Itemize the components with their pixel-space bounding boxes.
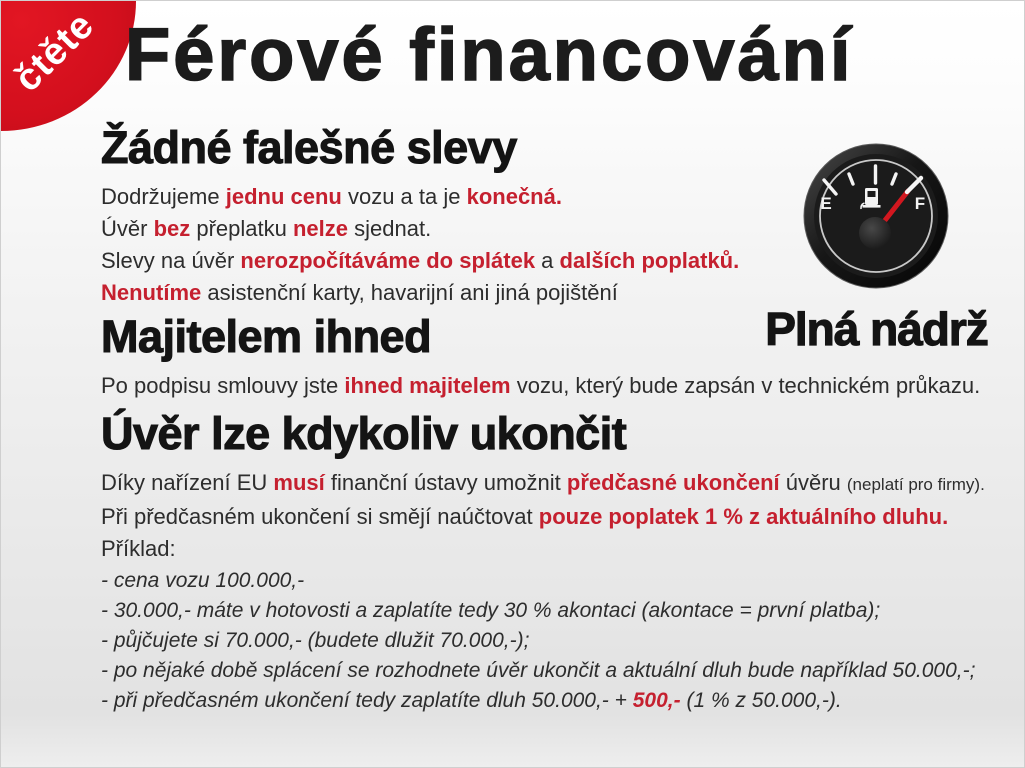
text-segment: (1 % z 50.000,-). xyxy=(680,689,842,712)
text-segment: Úvěr xyxy=(101,216,154,241)
example-item xyxy=(101,660,985,681)
example-item xyxy=(101,570,985,591)
example-item xyxy=(101,630,985,651)
highlight-text: nerozpočítáváme do splátek xyxy=(240,248,536,273)
highlight-text: ihned majitelem xyxy=(344,373,511,398)
ctete-badge xyxy=(1,1,136,131)
text-line xyxy=(101,250,739,272)
highlight-text: předčasné ukončení xyxy=(566,470,780,495)
text-line xyxy=(101,375,980,397)
text-line xyxy=(101,186,739,208)
text-line xyxy=(101,506,985,528)
fine-print: (neplatí pro firmy). xyxy=(846,475,985,494)
highlight-text: konečná. xyxy=(466,184,562,209)
text-segment: úvěru xyxy=(779,470,847,495)
section-heading: Žádné falešné slevy xyxy=(101,122,517,173)
text-segment: Slevy na úvěr xyxy=(101,248,241,273)
text-segment: - půjčujete si 70.000,- (budete dlužit 70.000,-); xyxy=(101,629,530,652)
gauge-hub xyxy=(859,217,891,249)
highlight-text: pouze poplatek 1 % z aktuálního dluhu. xyxy=(538,504,949,529)
highlight-text: nelze xyxy=(292,216,349,241)
text-segment: vozu a ta je xyxy=(341,184,467,209)
gauge-label-full: F xyxy=(914,194,926,213)
text-segment: - po nějaké době splácení se rozhodnete úvěr ukončit a aktuální dluh bude například 50.000,-; xyxy=(101,659,976,682)
text-segment: přeplatku xyxy=(190,216,293,241)
text-line xyxy=(101,472,985,496)
text-line xyxy=(101,218,739,240)
section-heading: Úvěr lze kdykoliv ukončit xyxy=(101,408,627,459)
section-no-fake-discounts xyxy=(101,122,740,314)
text-segment: Při předčasném ukončení si smějí naúčtovat xyxy=(101,504,539,529)
text-segment: - cena vozu 100.000,- xyxy=(101,569,305,592)
text-segment: Po podpisu smlouvy jste xyxy=(101,373,345,398)
text-segment: asistenční karty, havarijní ani jiná pojištění xyxy=(201,280,618,305)
highlight-text: Nenutíme xyxy=(101,280,202,305)
fuel-gauge xyxy=(801,141,951,291)
text-segment: finanční ústavy umožnit xyxy=(324,470,567,495)
text-segment: vozu, který bude zapsán v technickém průkazu. xyxy=(510,373,981,398)
text-segment: sjednat. xyxy=(348,216,432,241)
example-item xyxy=(101,600,985,621)
highlight-text: 500,- xyxy=(632,689,681,712)
badge-label: čtěte xyxy=(6,3,103,100)
text-segment: Dodržujeme xyxy=(101,184,226,209)
section-loan-termination xyxy=(101,408,985,720)
text-segment: a xyxy=(535,248,560,273)
gauge-label-empty: E xyxy=(820,194,832,213)
text-segment: Díky nařízení EU xyxy=(101,470,274,495)
highlight-text: dalších poplatků. xyxy=(559,248,740,273)
text-line xyxy=(101,282,739,304)
text-segment: - při předčasném ukončení tedy zaplatíte dluh 50.000,- + xyxy=(101,689,633,712)
highlight-text: jednu cenu xyxy=(225,184,342,209)
gauge-caption: Plná nádrž xyxy=(765,303,988,355)
text-segment: - 30.000,- máte v hotovosti a zaplatíte tedy 30 % akontaci (akontace = první platba); xyxy=(101,599,881,622)
section-heading: Majitelem ihned xyxy=(101,311,432,362)
example-item xyxy=(101,690,985,711)
highlight-text: musí xyxy=(273,470,325,495)
highlight-text: bez xyxy=(153,216,191,241)
example-label: Příklad: xyxy=(101,536,176,561)
page-title: Férové financování xyxy=(125,13,854,96)
